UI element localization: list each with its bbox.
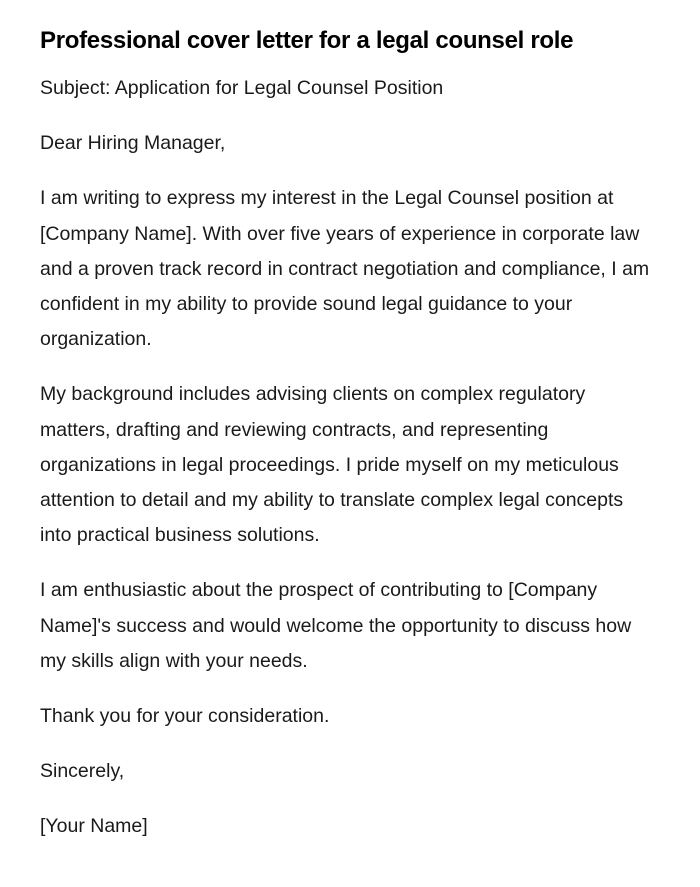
body-paragraph-enthusiasm: I am enthusiastic about the prospect of contributing to [Company Name]'s success and would welcome the opportunity to discuss how my skills align with your needs. [40,579,632,672]
signoff: Sincerely, [40,760,125,783]
signature-name: [Your Name] [40,815,148,838]
closing-line: Thank you for your consideration. [40,705,330,728]
greeting: Dear Hiring Manager, [40,132,226,155]
body-paragraph-background: My background includes advising clients on complex regulatory matters, drafting and reviewing contracts, and representing organizations in legal proceedings. I pride myself on my meticulous attention to detail and my ability to translate complex legal concepts into practical business solutions. [40,383,624,547]
subject-line: Subject: Application for Legal Counsel Position [40,77,444,99]
page-title: Professional cover letter for a legal counsel role [40,27,574,54]
body-paragraph-intro: I am writing to express my interest in the Legal Counsel position at [Company Name]. With over five years of experience in corporate law and a proven track record in contract negotiation and compliance, I am confident in my ability to provide sound legal guidance to your organization. [40,187,650,351]
cover-letter-document [40,0,660,845]
